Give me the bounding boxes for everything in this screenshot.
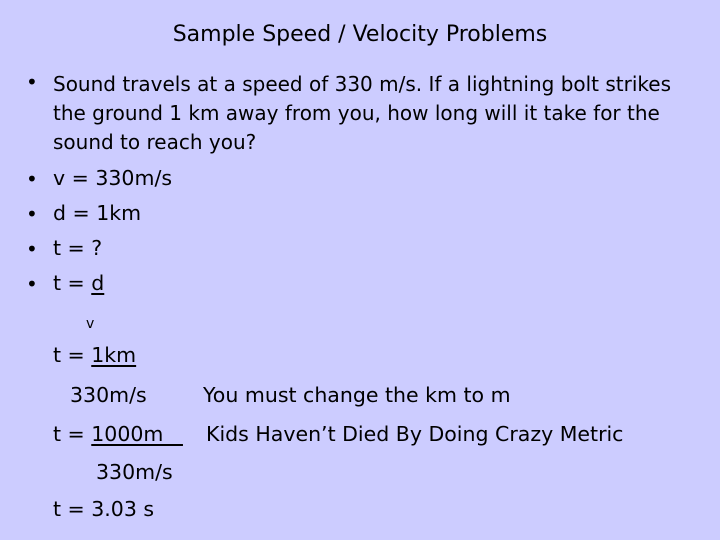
step2-prefix: t = bbox=[53, 422, 92, 446]
unit-conversion-note: You must change the km to m bbox=[203, 383, 511, 407]
bullet-marker: • bbox=[26, 237, 38, 261]
step1 bbox=[53, 343, 136, 367]
step1-numerator: 1km bbox=[91, 343, 137, 367]
bullet-marker: • bbox=[26, 167, 38, 191]
step2-denominator: 330m/s bbox=[96, 460, 173, 484]
problem-statement: Sound travels at a speed of 330 m/s. If a lightning bolt strikes the ground 1 km away from you, how long will it take for the sound to reach you? bbox=[53, 72, 672, 154]
bullet-marker: • bbox=[26, 202, 38, 226]
formula bbox=[53, 271, 104, 295]
step2-numerator: 1000m bbox=[91, 422, 183, 446]
given-distance: d = 1km bbox=[53, 201, 142, 225]
step1-denominator: 330m/s bbox=[70, 383, 147, 407]
step2 bbox=[53, 422, 183, 446]
step1-prefix: t = bbox=[53, 343, 92, 367]
formula-denominator: v bbox=[86, 316, 95, 332]
slide-title: Sample Speed / Velocity Problems bbox=[172, 22, 548, 47]
given-velocity: v = 330m/s bbox=[53, 166, 173, 190]
bullet-marker: • bbox=[26, 272, 38, 296]
final-answer: t = 3.03 s bbox=[53, 497, 155, 521]
unknown-time: t = ? bbox=[53, 236, 103, 260]
bullet-marker: • bbox=[26, 70, 38, 94]
formula-numerator: d bbox=[91, 271, 105, 295]
formula-prefix: t = bbox=[53, 271, 92, 295]
mnemonic-note: Kids Haven’t Died By Doing Crazy Metric bbox=[206, 422, 624, 446]
